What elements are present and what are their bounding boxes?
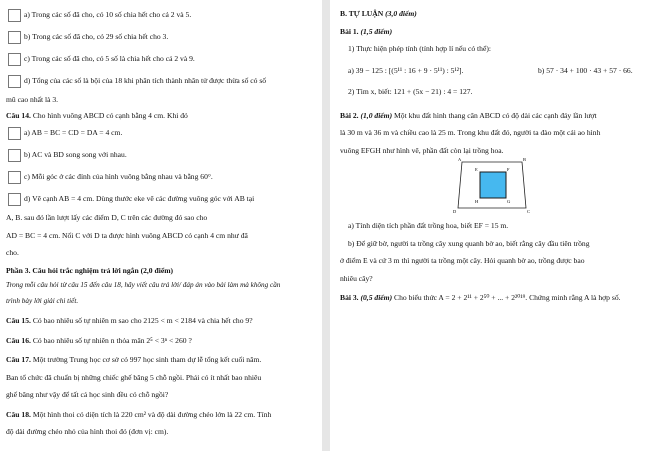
- answer-checkbox[interactable]: [8, 149, 21, 162]
- label-h: H: [475, 199, 479, 204]
- q17-text: ghế băng như vậy để tất cả học sinh đều có chỗ ngồi?: [6, 390, 169, 399]
- q17-text: Ban tổ chức đã chuẩn bị những chiếc ghế băng 5 chỗ ngồi. Phải có ít nhất bao nhiêu: [6, 372, 262, 382]
- part3-title: Phần 3. Câu hỏi trắc nghiệm trả lời ngắn (2,0 điểm): [6, 265, 174, 275]
- answer-checkbox[interactable]: [8, 31, 21, 44]
- q13-statement-d: d) Tổng của các số là bội của 18 khi phân tích thành nhân tử được thừa số có số: [6, 75, 316, 88]
- bai1-a: a) 39 − 125 : [(5¹¹ : 16 + 9 · 5¹¹) : 5¹²].: [348, 65, 464, 75]
- bai2-a: a) Tính diện tích phần đất trồng hoa, biết EF = 15 m.: [348, 221, 509, 230]
- q17: Câu 17. Một trường Trung học cơ sở có 997 học sinh tham dự lễ tổng kết cuối năm.: [6, 355, 262, 364]
- q14-stem: Câu 14. Cho hình vuông ABCD có cạnh bằng 4 cm. Khi đó: [6, 110, 188, 120]
- bai1-b: b) 57 · 34 + 100 · 43 + 57 · 66.: [538, 65, 633, 75]
- answer-checkbox[interactable]: [8, 75, 21, 88]
- label-a: A: [458, 158, 462, 162]
- label-g: G: [507, 199, 511, 204]
- bai2-b: b) Để giữ bờ, người ta trồng cây xung quanh bờ ao, biết rằng cây đầu tiên trồng: [348, 238, 590, 248]
- answer-checkbox[interactable]: [8, 9, 21, 22]
- label-e: E: [475, 167, 478, 172]
- q15: Câu 15. Có bao nhiêu số tự nhiên m sao cho 2125 < m < 2184 và chia hết cho 9?: [6, 316, 253, 325]
- section-b-heading: B. TỰ LUẬN (3,0 điểm): [340, 9, 417, 18]
- label-f: F: [507, 167, 510, 172]
- trapezoid-figure: [340, 158, 646, 214]
- bai2-b: nhiêu cây?: [340, 273, 373, 283]
- part3-instructions: trình bày lời giải chi tiết.: [6, 296, 79, 305]
- bai1-part1: 1) Thực hiện phép tính (tính hợp lí nếu có thể):: [348, 44, 491, 53]
- q16: Câu 16. Có bao nhiêu số tự nhiên n thỏa mãn 2⁵ < 3ⁿ < 260 ?: [6, 335, 192, 345]
- q13-statement-b: b) Trong các số đã cho, có 29 số chia hết cho 3.: [6, 31, 316, 44]
- label-d: D: [453, 209, 457, 214]
- right-page: [330, 0, 650, 451]
- trapezoid-diagram: [340, 158, 646, 214]
- label-b: B: [523, 158, 527, 162]
- q14-d-continuation: cho.: [6, 248, 19, 257]
- q14-d-continuation: A, B. sau đó lần lượt lấy các điểm D, C trên các đường đó sao cho: [6, 213, 208, 222]
- left-page: [0, 0, 322, 451]
- q13-statement-a: a) Trong các số đã cho, có 10 số chia hết cho cả 2 và 5.: [6, 9, 316, 22]
- q18: Câu 18. Một hình thoi có diện tích là 220 cm² và độ dài đường chéo lớn là 22 cm. Tính: [6, 409, 272, 419]
- q14-statement-a: a) AB = BC = CD = DA = 4 cm.: [6, 127, 316, 140]
- square-pond-efgh: [480, 172, 506, 198]
- q14-d-continuation: AD = BC = 4 cm. Nối C với D ta được hình vuông ABCD có cạnh 4 cm như đã: [6, 230, 248, 240]
- bai1-heading: Bài 1. (1,5 điểm): [340, 26, 393, 36]
- bai1-expressions: [340, 65, 646, 77]
- part3-instructions: Trong mỗi câu hỏi từ câu 15 đến câu 18, hãy viết câu trả lời/ đáp án vào bài làm mà không cần: [6, 281, 281, 289]
- answer-checkbox[interactable]: [8, 171, 21, 184]
- q14-statement-b: b) AC và BD song song với nhau.: [6, 149, 316, 162]
- answer-checkbox[interactable]: [8, 193, 21, 206]
- bai2-text: vuông EFGH như hình vẽ, phần đất còn lại trồng hoa.: [340, 145, 504, 155]
- q14-statement-d: d) Vẽ cạnh AB = 4 cm. Dùng thước eke vẽ các đường vuông góc với AB tại: [6, 193, 316, 206]
- answer-checkbox[interactable]: [8, 53, 21, 66]
- bai1-part2: 2) Tìm x, biết: 121 + (5x − 21) : 4 = 127.: [348, 87, 473, 96]
- answer-checkbox[interactable]: [8, 127, 21, 140]
- bai2-stem: Bài 2. (1,0 điểm) Một khu đất hình thang cân ABCD có độ dài các cạnh đáy lần lượt: [340, 110, 597, 120]
- q18-text: độ dài đường chéo nhỏ của hình thoi đó (đơn vị: cm).: [6, 427, 169, 436]
- q13-statement-c: c) Trong các số đã cho, có 5 số là chia hết cho cả 2 và 9.: [6, 53, 316, 66]
- bai2-b: ở điểm E và cứ 3 m thì người ta trồng một cây. Hỏi quanh bờ ao, trồng được bao: [340, 256, 585, 265]
- q14-statement-c: c) Mỗi góc ở các đỉnh của hình vuông bằng nhau và bằng 60°.: [6, 171, 316, 184]
- bai3: Bài 3. (0,5 điểm) Cho biểu thức A = 2 + 2¹¹ + 2⁵⁰ + ... + 2²⁰¹⁹. Chứng minh rằng A là hợp số.: [340, 293, 621, 302]
- q13-d-continuation: mũ cao nhất là 3.: [6, 95, 59, 104]
- bai2-text: là 30 m và 36 m và chiều cao là 25 m. Trong khu đất đó, người ta đào một cái ao hình: [340, 128, 601, 137]
- label-c: C: [527, 209, 531, 214]
